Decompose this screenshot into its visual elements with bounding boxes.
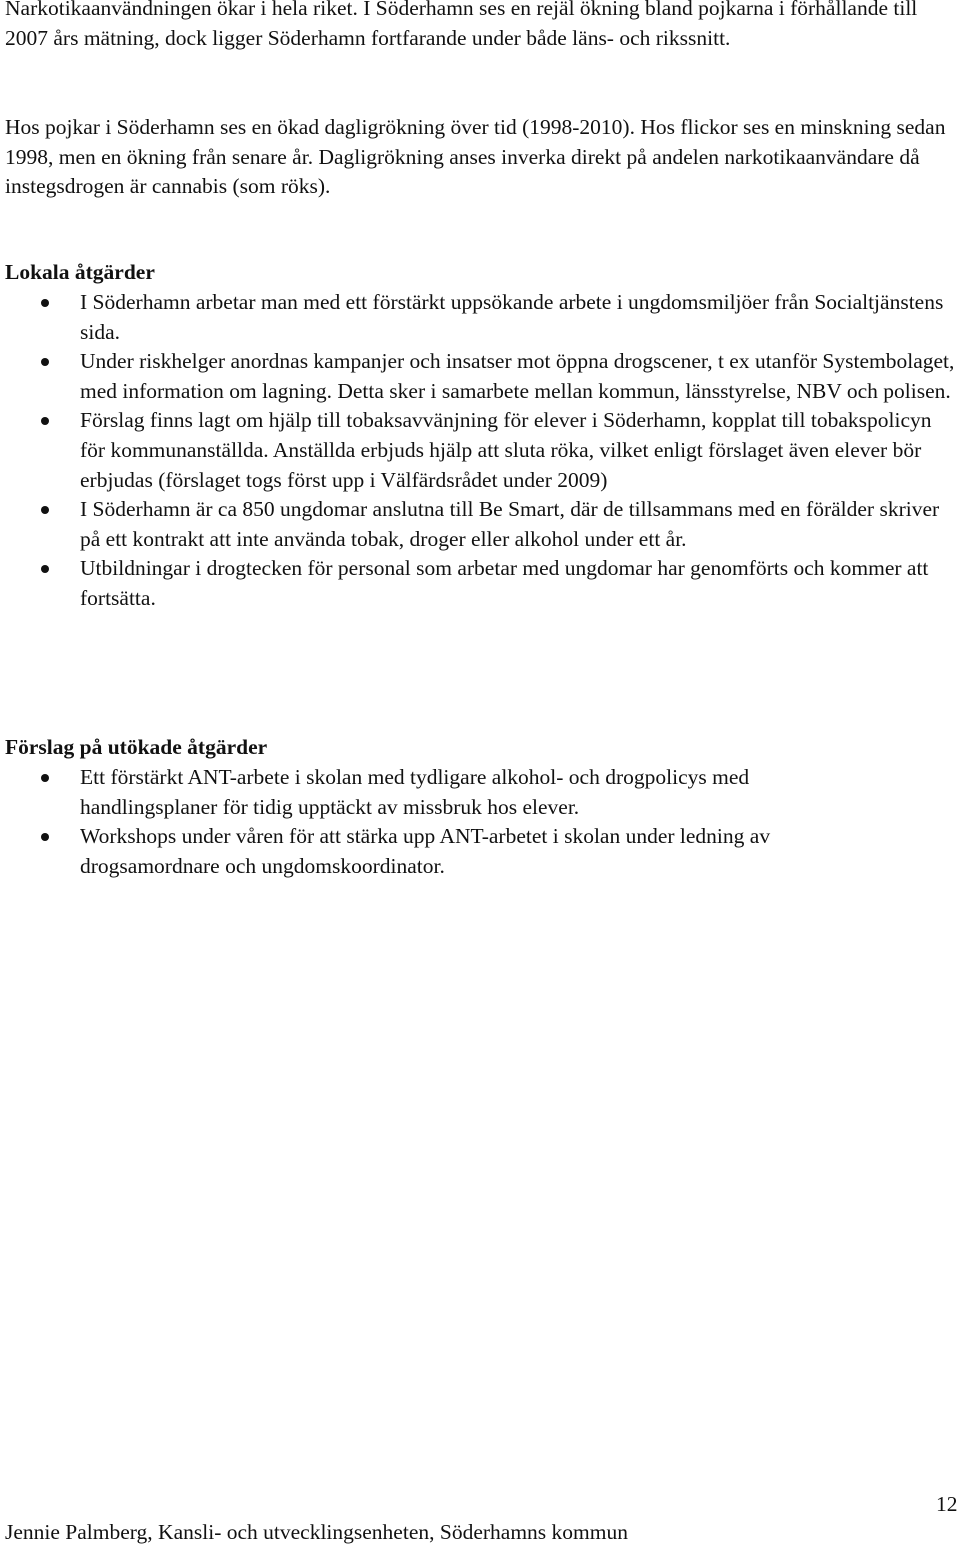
bullet-icon bbox=[41, 774, 49, 782]
list-item bbox=[0, 406, 960, 495]
list-item bbox=[0, 822, 880, 881]
page-number: 12 bbox=[936, 1492, 958, 1516]
list-item-text: Under riskhelger anordnas kampanjer och insatser mot öppna drogscener, t ex utanför Systembolaget, med information om lagning. Detta sker i samarbete mellan kommun, länsstyrelse, NBV och polisen. bbox=[80, 349, 955, 403]
list-item-text: I Söderhamn är ca 850 ungdomar anslutna till Be Smart, där de tillsammans med en förälder skriver på ett kontrakt att inte använda tobak, droger eller alkohol under ett år. bbox=[80, 497, 940, 551]
intro-paragraph-2: Hos pojkar i Söderhamn ses en ökad dagligrökning över tid (1998-2010). Hos flickor ses en minskning sedan 1998, men en ökning från senare år. Dagligrökning anses inverka direkt på andelen narkotikaanvändare då instegsdrogen är cannabis (som röks). bbox=[5, 115, 946, 199]
lokala-atgarder-list bbox=[0, 288, 960, 614]
list-item bbox=[0, 554, 960, 613]
bullet-icon bbox=[41, 358, 49, 366]
footer-author: Jennie Palmberg, Kansli- och utvecklingsenheten, Söderhamns kommun bbox=[5, 1520, 628, 1544]
intro-paragraph-1: Narkotikaanvändningen ökar i hela riket. I Söderhamn ses en rejäl ökning bland pojkarna i förhållande till 2007 års mätning, dock ligger Söderhamn fortfarande under både läns- och rikssnitt. bbox=[5, 0, 918, 50]
bullet-icon bbox=[41, 833, 49, 841]
bullet-icon bbox=[41, 506, 49, 514]
list-item-text: Förslag finns lagt om hjälp till tobaksavvänjning för elever i Söderhamn, kopplat till tobakspolicyn för kommunanställda. Anställda erbjuds hjälp att sluta röka, vilket enligt förslaget även elever bör erbjudas (förslaget togs först upp i Välfärdsrådet under 2009) bbox=[80, 408, 932, 492]
list-item-text: Ett förstärkt ANT-arbete i skolan med tydligare alkohol- och drogpolicys med handlingsplaner för tidig upptäckt av missbruk hos elever. bbox=[80, 765, 750, 819]
section-heading-lokala-atgarder: Lokala åtgärder bbox=[5, 260, 155, 284]
list-item bbox=[0, 495, 960, 554]
list-item-text: I Söderhamn arbetar man med ett förstärkt uppsökande arbete i ungdomsmiljöer från Socialtjänstens sida. bbox=[80, 290, 944, 344]
bullet-icon bbox=[41, 565, 49, 573]
list-item bbox=[0, 288, 960, 347]
list-item-text: Workshops under våren för att stärka upp ANT-arbetet i skolan under ledning av drogsamordnare och ungdomskoordinator. bbox=[80, 824, 771, 878]
list-item bbox=[0, 347, 960, 406]
bullet-icon bbox=[41, 417, 49, 425]
list-item-text: Utbildningar i drogtecken för personal som arbetar med ungdomar har genomförts och kommer att fortsätta. bbox=[80, 556, 929, 610]
bullet-icon bbox=[41, 299, 49, 307]
section-heading-utokade-atgarder: Förslag på utökade åtgärder bbox=[5, 735, 268, 759]
list-item bbox=[0, 763, 880, 822]
utokade-atgarder-list bbox=[0, 763, 880, 881]
